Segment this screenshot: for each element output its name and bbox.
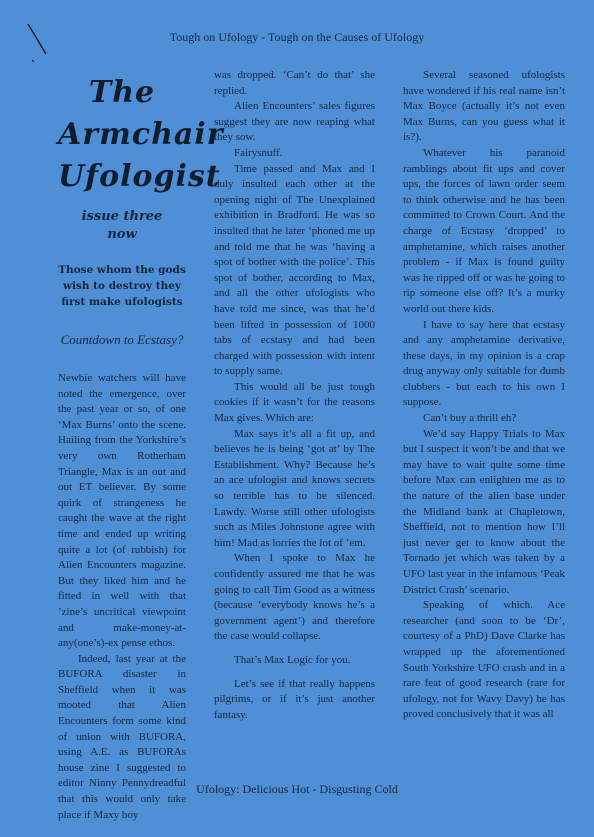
paragraph: Fairysnuff. (234, 146, 283, 159)
masthead-title-ufologist: Ufologist (58, 159, 221, 194)
article-heading: Countdown to Ecstasy? (60, 332, 184, 347)
paragraph: That’s Max Logic for you. (234, 653, 351, 666)
column-right (403, 68, 565, 723)
masthead-motto: Those whom the gods wish to destroy they first make ufologists (58, 264, 186, 308)
paragraph: Speaking of which. Ace researcher (and soon to be ‘Dr’, courtesy of a PhD) Dave Clarke has wrapped up the aforementioned South Yorkshire UFO crash and in a rare feat of good research (rare for ufology, not for Wavy Davy) he has proved conclusively that it was all (403, 599, 565, 721)
paragraph: Time passed and Max and I duly insulted each other at the opening night of The Unexplained exhibition in Bradford. He was so insulted that he later ‘phoned me up and told me that he was ‘having a spot of bother with the police’. This spot of bother, according to Max, and all the other ufologists who have told me since, was that he’d been lifted in possession of 1000 tabs of ecstasy and had been charged with possession with intent to supply same. (214, 162, 375, 378)
paragraph: We’d say Happy Trials to Max but I suspect it won’t be and that we may have to wait quite some time before Max can enlighten me as to the nature of the alien base under the Midland bank at Chapletown, Sheffield, not to mention how I’ll just never get to know about the Tornado jet which was taken by a UFO last year in the infamous ‘Peak District Crash’ scenario. (403, 427, 565, 596)
masthead-title-the: The (88, 75, 156, 110)
masthead-title-armchair: Armchair (58, 117, 224, 152)
paragraph: Indeed, last year at the BUFORA disaster in Sheffield when it was mooted that Alien Encounters form some kind of union with BUFORA, using A.E. as BUFORAs house zine I suggested to editor Ninny Pennydreadful that this would only take place if Maxy boy (58, 652, 186, 821)
paragraph: Max says it’s all a fit up, and believes he is being ‘got at’ by The Establishment. Why? Because he’s an ace ufologist and knows secrets so terrible has to be silenced. Lawdy. Worse still other ufologists such as Miles Johnstone agree with him! Mad as lorries the lot of ’em. (214, 427, 375, 549)
paragraph: Several seasoned ufologists have wondered if his real name isn’t Max Boyce (actually it’s not even Max Burns, can you guess what it is?). (403, 69, 565, 144)
column-middle (214, 68, 375, 723)
column-left (58, 72, 224, 823)
paragraph: When I spoke to Max he confidently assured me that he was going to call Tim Good as a witness (because ‘everybody knows he’s a government agent’) and therefore the case would collapse. (214, 552, 375, 643)
paragraph: Let’s see if that really happens pilgrims, or if it’s just another fantasy. (214, 677, 375, 721)
issue-label: issue three now (81, 209, 163, 242)
paragraph: Whatever his paranoid ramblings about fit ups and cover ups, the forces of lawn order seem to think otherwise and he has been committed to Crown Court. And the charge of Ecstasy ‘dropped’ to amphetamine, which raises another problem - if Max is found guilty was he ripped off or was he going to rip someone else off? It’s a murky world out there kids. (403, 146, 565, 315)
paragraph: was dropped. ‘Can’t do that’ she replied. (214, 69, 375, 97)
pencil-mark (22, 20, 52, 70)
paragraph: Can’t buy a thrill eh? (423, 412, 517, 425)
paragraph: Alien Encounters’ sales figures suggest they are now reaping what they sow. (214, 100, 375, 144)
paragraph: I have to say here that ecstasy and any amphetamine derivative, these days, in my opinion is a crap drug anyway only suitable for dumb clubbers - but each to his own I suppose. (403, 318, 565, 409)
paragraph: This would all be just tough cookies if it wasn’t for the reasons Max gives. Which are: (214, 380, 375, 425)
running-header: Tough on Ufology - Tough on the Causes of Ufology (169, 30, 425, 44)
running-footer: Ufology: Delicious Hot - Disgusting Cold (196, 782, 398, 796)
paragraph: Newbie watchers will have noted the emergence, over the past year or so, of one ‘Max Burns’ onto the scene. Hailing from the Yorkshire’s very own Rotherham Triangle, Max is an out and out ET believer. By some quirk of strangeness he caught the wave at the right time and ended up writing quite a lot (of rubbish) for Alien Encounters magazine. But they liked him and he fitted in well with that ’zine’s uncritical viewpoint and make-money-at-any(one’s)-ex pense ethos. (58, 372, 186, 650)
